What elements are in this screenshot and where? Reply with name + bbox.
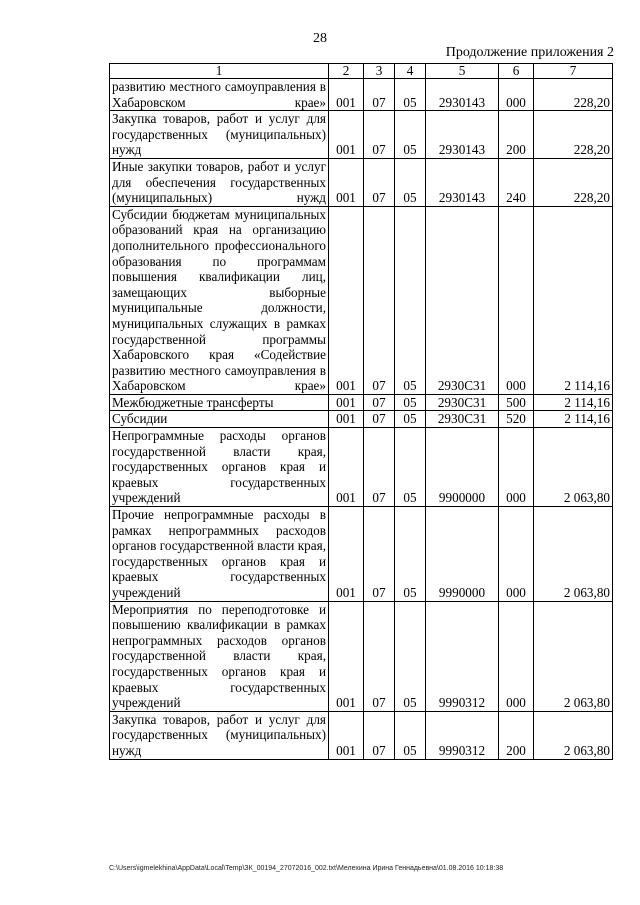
table-body <box>110 79 613 760</box>
expenditure-name: Иные закупки товаров, работ и услуг для обеспечения государственных (муниципальных) нужд <box>110 158 329 206</box>
amount-value: 2 114,16 <box>534 411 613 428</box>
subsection-code: 05 <box>395 111 426 159</box>
expenditure-name: развитию местного самоуправления в Хабаровском крае» <box>110 79 329 111</box>
table-row <box>110 111 613 159</box>
target-article-code: 2930С31 <box>426 394 499 411</box>
table-row <box>110 507 613 602</box>
subsection-code: 05 <box>395 394 426 411</box>
amount-value: 228,20 <box>534 158 613 206</box>
expense-type-code: 520 <box>499 411 534 428</box>
expense-type-code: 200 <box>499 711 534 759</box>
table-row <box>110 601 613 711</box>
target-article-code: 9990312 <box>426 711 499 759</box>
subsection-code: 05 <box>395 158 426 206</box>
expense-type-code: 240 <box>499 158 534 206</box>
subsection-code: 05 <box>395 411 426 428</box>
amount-value: 2 114,16 <box>534 206 613 394</box>
table-row <box>110 428 613 507</box>
expense-type-code: 500 <box>499 394 534 411</box>
ministry-code: 001 <box>329 711 364 759</box>
section-code: 07 <box>364 111 395 159</box>
target-article-code: 9990312 <box>426 601 499 711</box>
target-article-code: 2930143 <box>426 158 499 206</box>
expenditure-name: Межбюджетные трансферты <box>110 394 329 411</box>
ministry-code: 001 <box>329 206 364 394</box>
ministry-code: 001 <box>329 428 364 507</box>
continuation-label: Продолжение приложения 2 <box>445 45 614 60</box>
expense-type-code: 200 <box>499 111 534 159</box>
expenditure-name: Прочие непрограммные расходы в рамках непрограммных расходов органов государственной власти края, государственных органов края и краевых государственных учреждений <box>110 507 329 602</box>
section-code: 07 <box>364 428 395 507</box>
ministry-code: 001 <box>329 111 364 159</box>
ministry-code: 001 <box>329 411 364 428</box>
amount-value: 228,20 <box>534 79 613 111</box>
section-code: 07 <box>364 206 395 394</box>
ministry-code: 001 <box>329 158 364 206</box>
table-header-row <box>110 64 613 79</box>
column-header: 2 <box>329 64 364 79</box>
column-header: 4 <box>395 64 426 79</box>
target-article-code: 2930143 <box>426 111 499 159</box>
expense-type-code: 000 <box>499 601 534 711</box>
table-row <box>110 394 613 411</box>
ministry-code: 001 <box>329 507 364 602</box>
table-row <box>110 411 613 428</box>
expenditure-name: Закупка товаров, работ и услуг для государственных (муниципальных) нужд <box>110 711 329 759</box>
ministry-code: 001 <box>329 79 364 111</box>
subsection-code: 05 <box>395 507 426 602</box>
expense-type-code: 000 <box>499 79 534 111</box>
ministry-code: 001 <box>329 394 364 411</box>
budget-table <box>109 63 613 760</box>
section-code: 07 <box>364 158 395 206</box>
expenditure-name: Субсидии <box>110 411 329 428</box>
target-article-code: 2930143 <box>426 79 499 111</box>
column-header: 5 <box>426 64 499 79</box>
target-article-code: 2930С31 <box>426 411 499 428</box>
file-path-footer: C:\Users\igmelekhina\AppData\Local\Temp\ЗК_00194_27072016_002.txt\Мелехина Ирина Геннадьевна\01.08.2016 10:18:38 <box>109 865 504 872</box>
table-row <box>110 206 613 394</box>
column-header: 7 <box>534 64 613 79</box>
page-number: 28 <box>313 31 327 46</box>
target-article-code: 9900000 <box>426 428 499 507</box>
section-code: 07 <box>364 711 395 759</box>
target-article-code: 2930С31 <box>426 206 499 394</box>
amount-value: 2 063,80 <box>534 428 613 507</box>
subsection-code: 05 <box>395 206 426 394</box>
section-code: 07 <box>364 394 395 411</box>
subsection-code: 05 <box>395 601 426 711</box>
expenditure-name: Субсидии бюджетам муниципальных образований края на организацию дополнительного профессионального образования по программам повышения квалификации лиц, замещающих выборные муниципальные должности, муниципальных служащих в рамках государственной программы Хабаровского края «Содействие развитию местного самоуправления в Хабаровском крае» <box>110 206 329 394</box>
section-code: 07 <box>364 507 395 602</box>
expenditure-name: Мероприятия по переподготовке и повышению квалификации в рамках непрограммных расходов органов государственной власти края, государственных органов края и краевых государственных учреждений <box>110 601 329 711</box>
column-header: 6 <box>499 64 534 79</box>
amount-value: 2 114,16 <box>534 394 613 411</box>
amount-value: 228,20 <box>534 111 613 159</box>
amount-value: 2 063,80 <box>534 711 613 759</box>
section-code: 07 <box>364 79 395 111</box>
target-article-code: 9990000 <box>426 507 499 602</box>
section-code: 07 <box>364 601 395 711</box>
table-row <box>110 158 613 206</box>
expenditure-name: Непрограммные расходы органов государственной власти края, государственных органов края и краевых государственных учреждений <box>110 428 329 507</box>
column-header: 1 <box>110 64 329 79</box>
table-row <box>110 79 613 111</box>
column-header: 3 <box>364 64 395 79</box>
table-row <box>110 711 613 759</box>
expense-type-code: 000 <box>499 507 534 602</box>
subsection-code: 05 <box>395 428 426 507</box>
expenditure-name: Закупка товаров, работ и услуг для государственных (муниципальных) нужд <box>110 111 329 159</box>
amount-value: 2 063,80 <box>534 507 613 602</box>
subsection-code: 05 <box>395 79 426 111</box>
amount-value: 2 063,80 <box>534 601 613 711</box>
section-code: 07 <box>364 411 395 428</box>
expense-type-code: 000 <box>499 206 534 394</box>
ministry-code: 001 <box>329 601 364 711</box>
expense-type-code: 000 <box>499 428 534 507</box>
subsection-code: 05 <box>395 711 426 759</box>
